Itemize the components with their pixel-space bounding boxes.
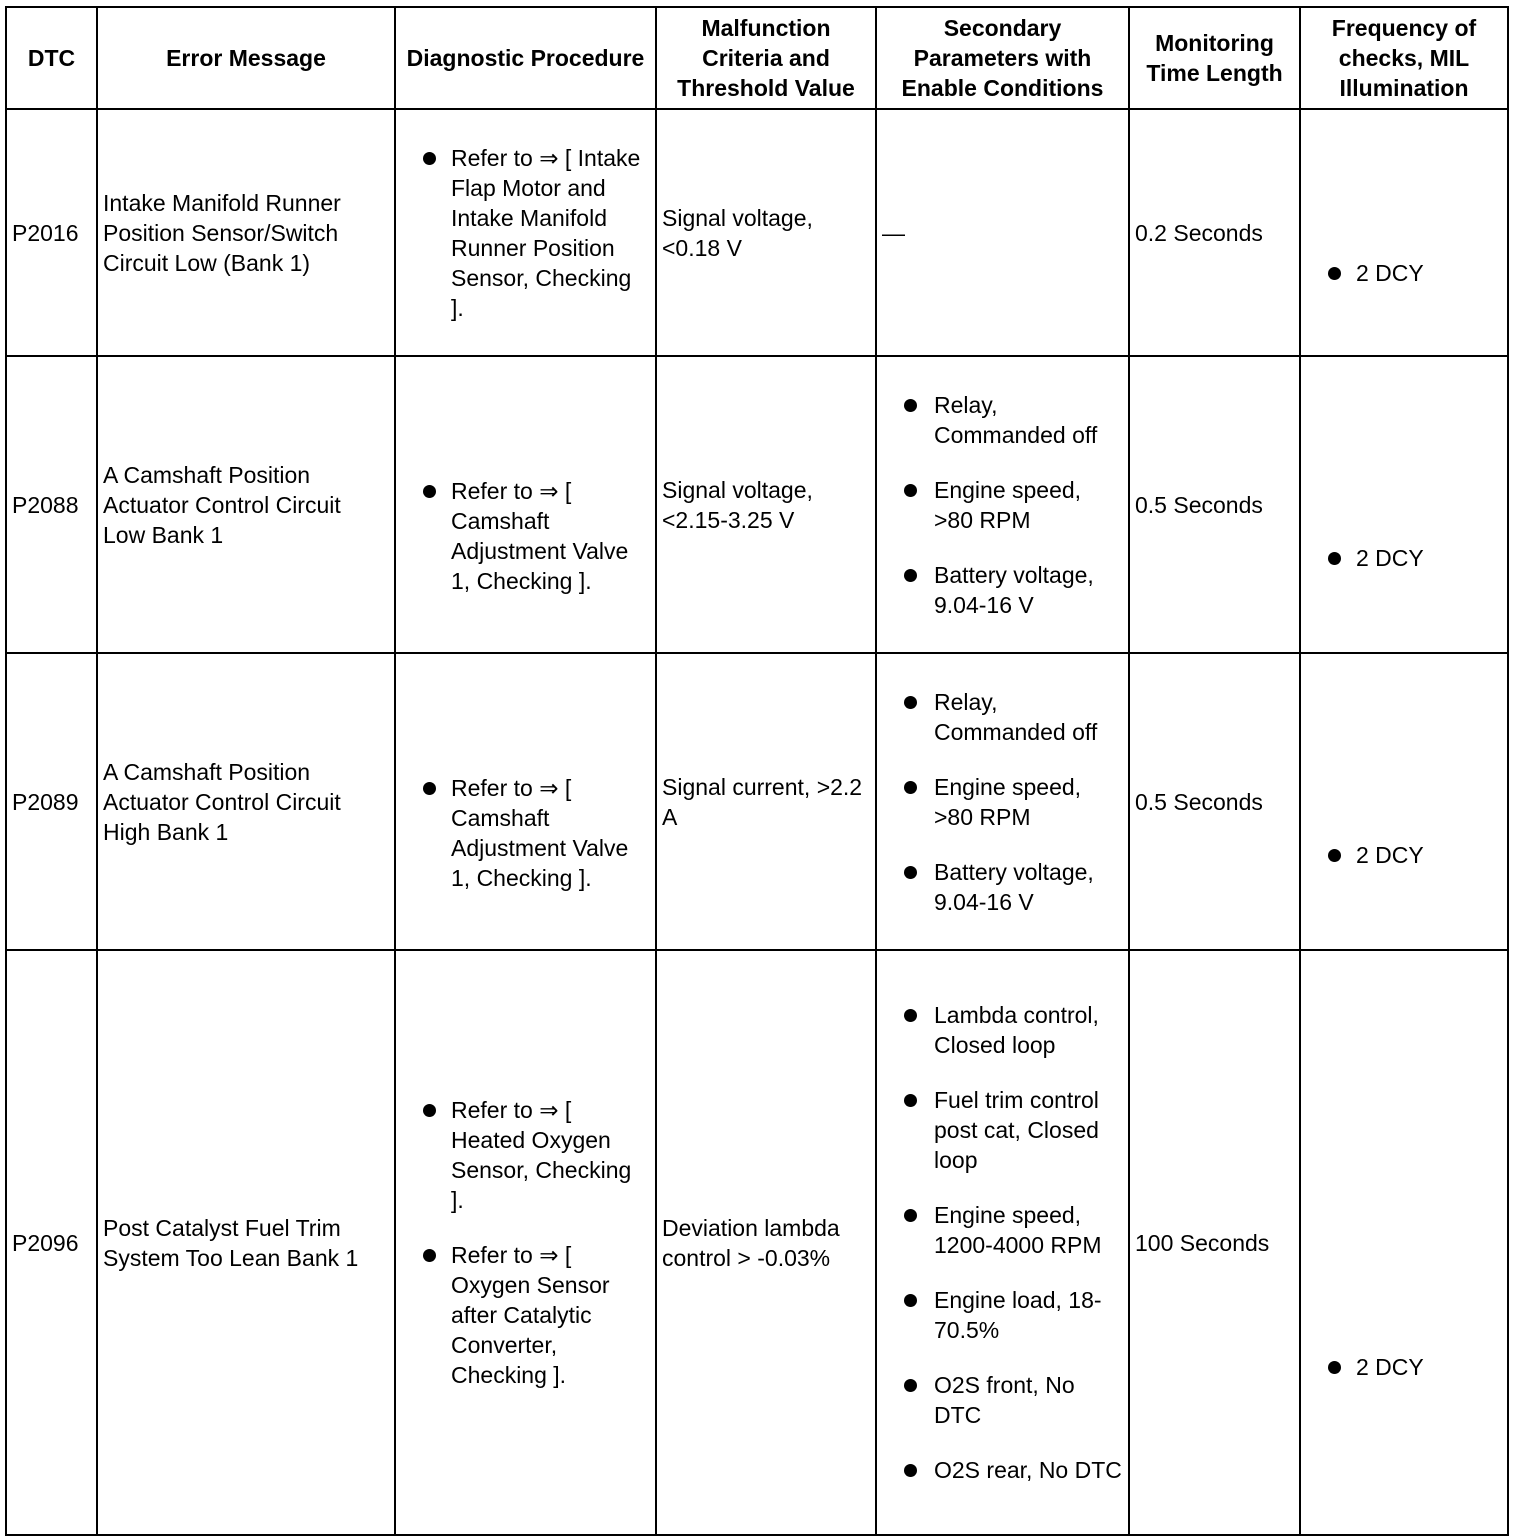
monitoring-time: 100 Seconds [1129, 950, 1300, 1535]
procedure-item: Refer to ⇒ [ Heated Oxygen Sensor, Checking ]. [401, 1095, 650, 1215]
table-row [6, 356, 1508, 653]
dtc-code: P2096 [6, 950, 97, 1535]
monitoring-time: 0.5 Seconds [1129, 653, 1300, 950]
dtc-table [5, 6, 1509, 1536]
secondary-parameters [876, 356, 1129, 653]
bullet-icon [904, 1209, 917, 1222]
header-secondary-parameters: Secondary Parameters with Enable Conditions [876, 7, 1129, 109]
procedure-item: Refer to ⇒ [ Oxygen Sensor after Catalytic Converter, Checking ]. [401, 1240, 650, 1390]
secondary-item: Engine speed, 1200-4000 RPM [882, 1200, 1123, 1260]
frequency [1300, 356, 1508, 653]
secondary-item: O2S front, No DTC [882, 1370, 1123, 1430]
bullet-icon [904, 484, 917, 497]
monitoring-time: 0.2 Seconds [1129, 109, 1300, 356]
diagnostic-procedure [395, 653, 656, 950]
diagnostic-procedure [395, 109, 656, 356]
malfunction-criteria: Signal current, >2.2 A [656, 653, 876, 950]
secondary-item: Relay, Commanded off [882, 687, 1123, 747]
diagnostic-procedure [395, 950, 656, 1535]
frequency [1300, 653, 1508, 950]
header-frequency: Frequency of checks, MIL Illumination [1300, 7, 1508, 109]
secondary-parameters [876, 950, 1129, 1535]
procedure-item: Refer to ⇒ [ Camshaft Adjustment Valve 1, Checking ]. [401, 476, 650, 596]
table-row [6, 653, 1508, 950]
secondary-item: Lambda control, Closed loop [882, 1000, 1123, 1060]
error-message: A Camshaft Position Actuator Control Circuit Low Bank 1 [97, 356, 395, 653]
secondary-item: Battery voltage, 9.04-16 V [882, 560, 1123, 620]
bullet-icon [423, 782, 436, 795]
bullet-icon [904, 1294, 917, 1307]
bullet-icon [904, 1094, 917, 1107]
dtc-code: P2016 [6, 109, 97, 356]
bullet-icon [1328, 267, 1341, 280]
error-message: Intake Manifold Runner Position Sensor/Switch Circuit Low (Bank 1) [97, 109, 395, 356]
procedure-item: Refer to ⇒ [ Intake Flap Motor and Intake Manifold Runner Position Sensor, Checking ]. [401, 143, 650, 323]
secondary-item: Engine speed, >80 RPM [882, 475, 1123, 535]
header-malfunction-criteria: Malfunction Criteria and Threshold Value [656, 7, 876, 109]
bullet-icon [904, 1379, 917, 1392]
secondary-item: Relay, Commanded off [882, 390, 1123, 450]
bullet-icon [423, 1104, 436, 1117]
bullet-icon [1328, 1361, 1341, 1374]
malfunction-criteria: Signal voltage, <0.18 V [656, 109, 876, 356]
bullet-icon [423, 1249, 436, 1262]
table-row [6, 950, 1508, 1535]
malfunction-criteria: Deviation lambda control > -0.03% [656, 950, 876, 1535]
bullet-icon [904, 399, 917, 412]
error-message: A Camshaft Position Actuator Control Circuit High Bank 1 [97, 653, 395, 950]
bullet-icon [423, 485, 436, 498]
monitoring-time: 0.5 Seconds [1129, 356, 1300, 653]
secondary-parameters [876, 653, 1129, 950]
secondary-item: Engine load, 18-70.5% [882, 1285, 1123, 1345]
frequency [1300, 950, 1508, 1535]
header-diagnostic-procedure: Diagnostic Procedure [395, 7, 656, 109]
bullet-icon [904, 1009, 917, 1022]
bullet-icon [1328, 849, 1341, 862]
frequency [1300, 109, 1508, 356]
bullet-icon [1328, 552, 1341, 565]
bullet-icon [904, 569, 917, 582]
error-message: Post Catalyst Fuel Trim System Too Lean Bank 1 [97, 950, 395, 1535]
header-monitoring-time: Monitoring Time Length [1129, 7, 1300, 109]
frequency-item: 2 DCY [1306, 1352, 1502, 1382]
bullet-icon [904, 696, 917, 709]
bullet-icon [904, 866, 917, 879]
dtc-code: P2088 [6, 356, 97, 653]
frequency-item: 2 DCY [1306, 258, 1502, 288]
secondary-item: O2S rear, No DTC [882, 1455, 1123, 1485]
malfunction-criteria: Signal voltage, <2.15-3.25 V [656, 356, 876, 653]
secondary-item: Battery voltage, 9.04-16 V [882, 857, 1123, 917]
procedure-item: Refer to ⇒ [ Camshaft Adjustment Valve 1, Checking ]. [401, 773, 650, 893]
secondary-parameters: — [876, 109, 1129, 356]
secondary-item: Engine speed, >80 RPM [882, 772, 1123, 832]
table-row [6, 109, 1508, 356]
dtc-code: P2089 [6, 653, 97, 950]
header-dtc: DTC [6, 7, 97, 109]
header-error-message: Error Message [97, 7, 395, 109]
diagnostic-procedure [395, 356, 656, 653]
bullet-icon [904, 781, 917, 794]
secondary-item: Fuel trim control post cat, Closed loop [882, 1085, 1123, 1175]
bullet-icon [423, 152, 436, 165]
frequency-item: 2 DCY [1306, 840, 1502, 870]
bullet-icon [904, 1464, 917, 1477]
header-row [6, 7, 1508, 109]
frequency-item: 2 DCY [1306, 543, 1502, 573]
